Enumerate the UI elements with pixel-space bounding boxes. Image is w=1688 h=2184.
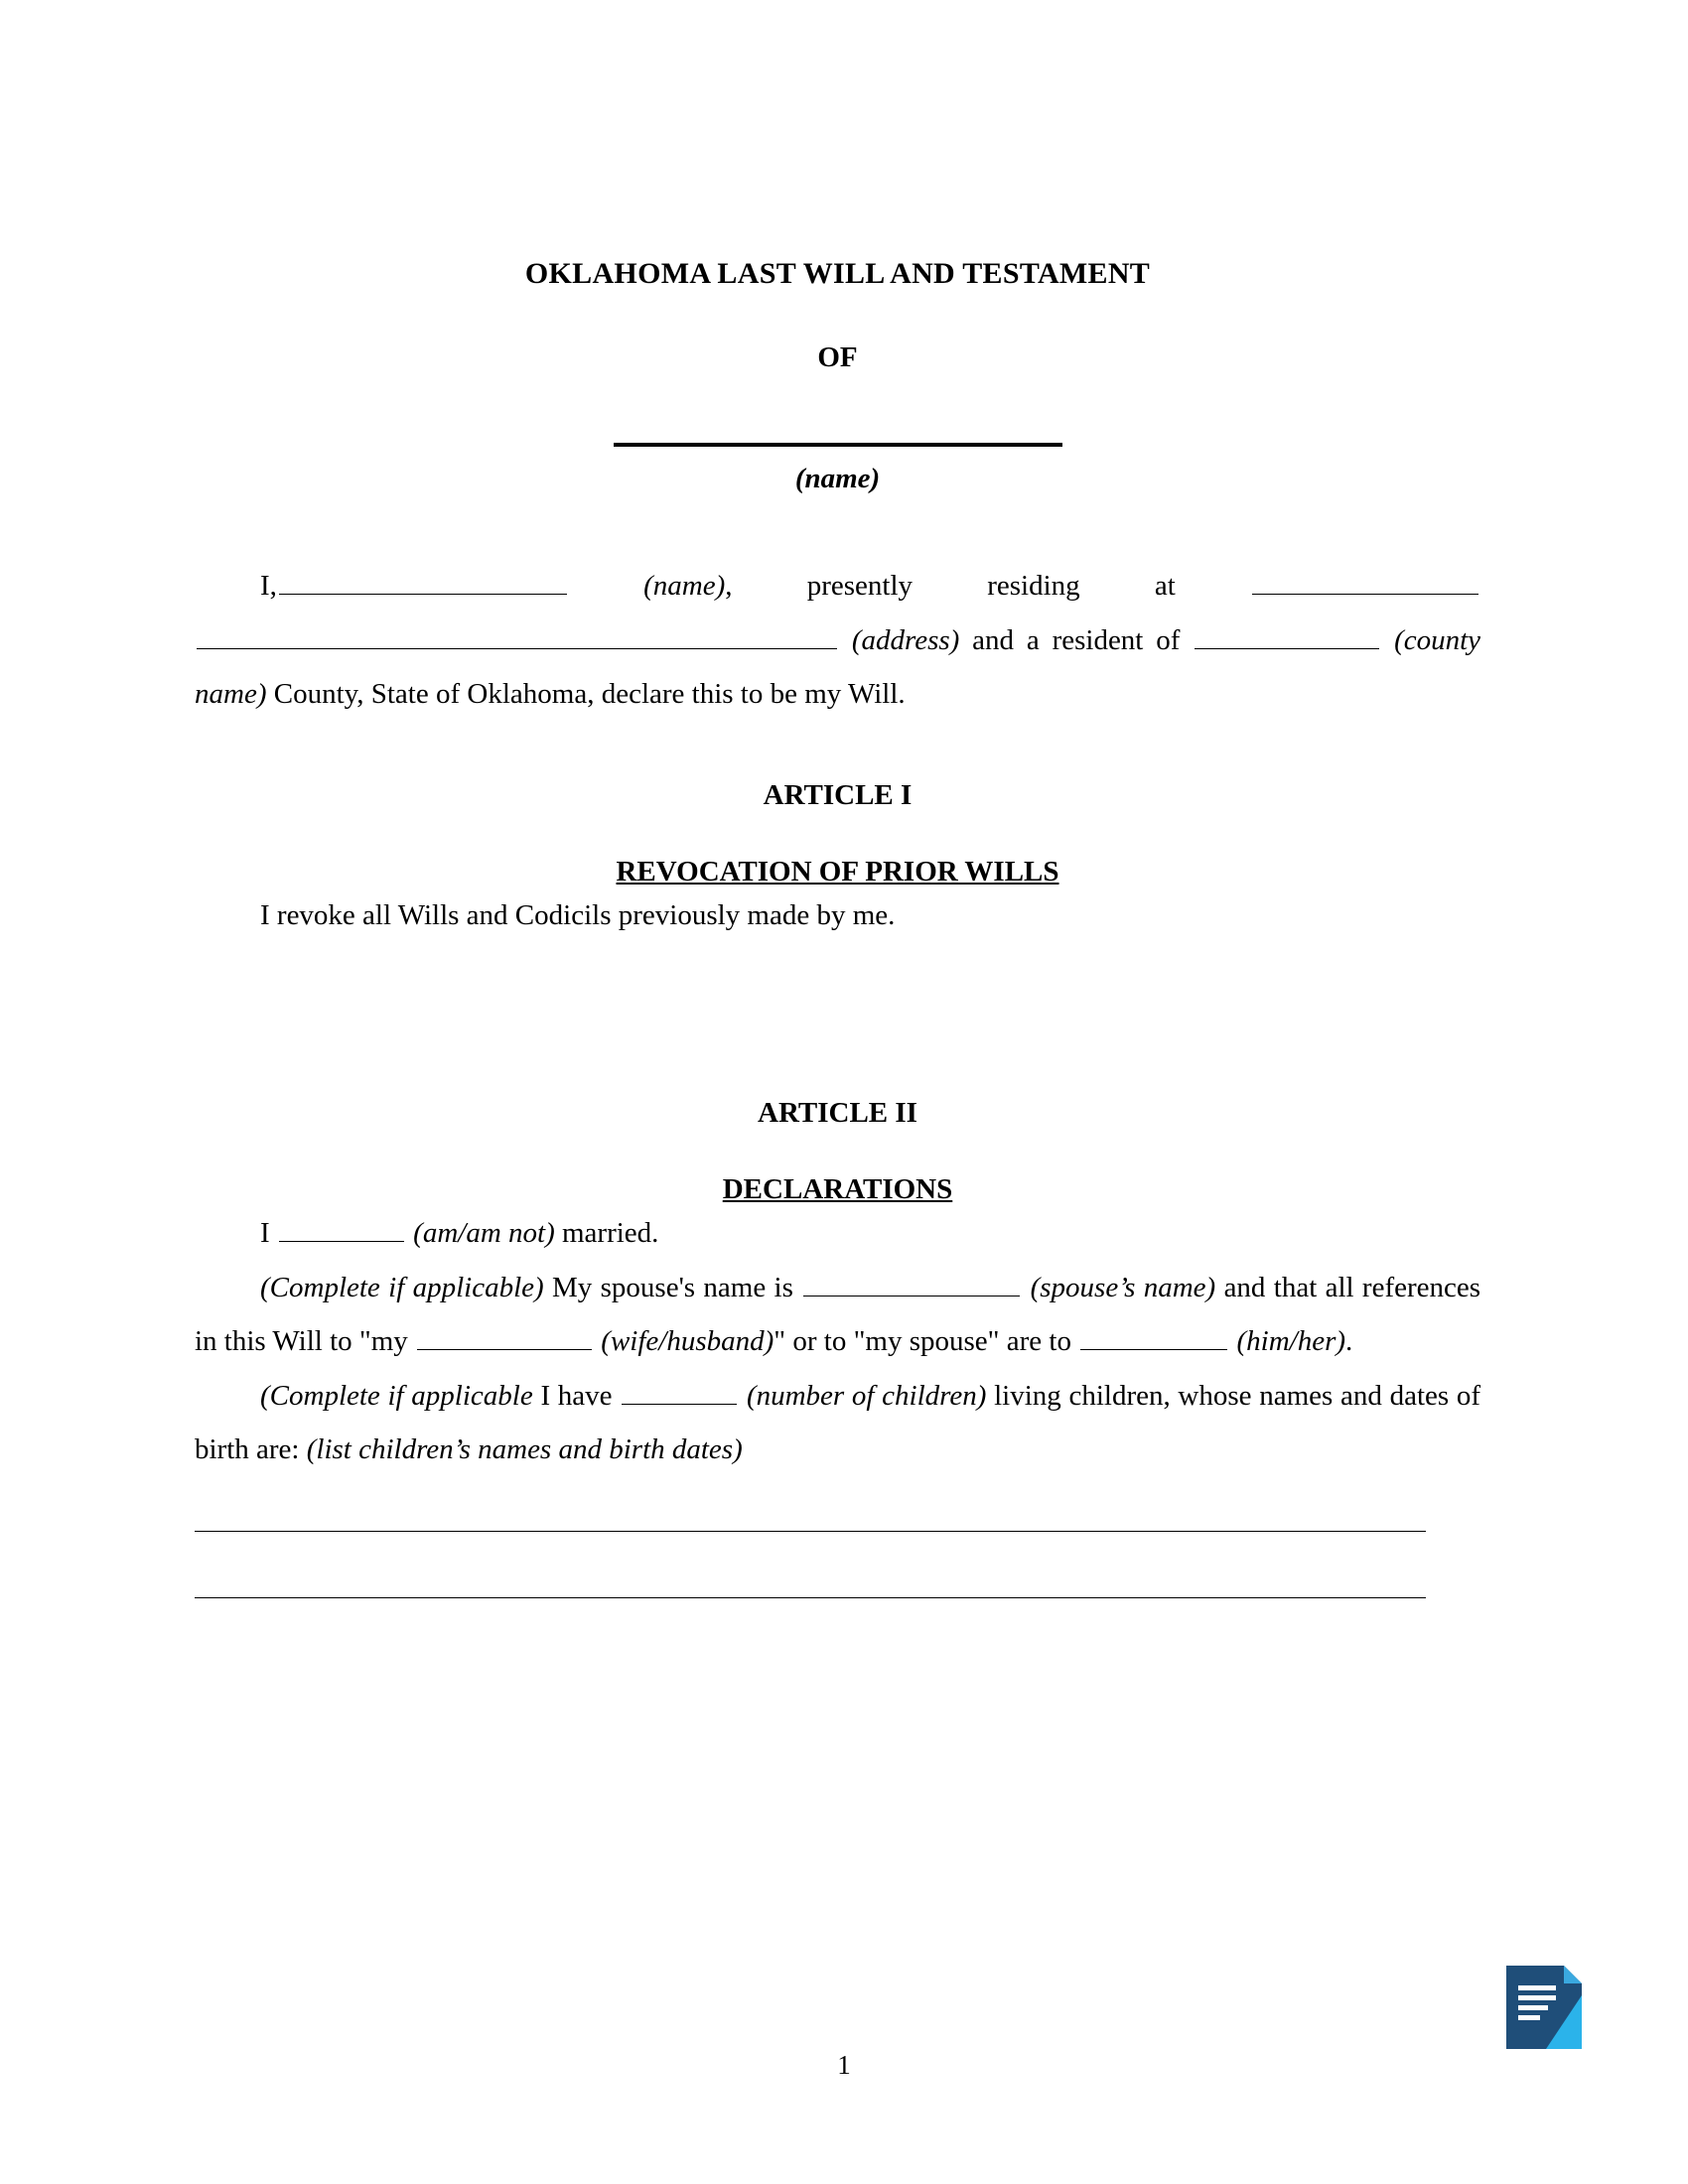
married-i-label: I (260, 1217, 270, 1250)
spouse-mid-text: and that all references in this Will to "my (195, 1271, 1481, 1358)
spouse-period: . (1345, 1325, 1353, 1358)
address-blank-2[interactable] (197, 621, 837, 649)
name-tag: (name) (643, 570, 726, 602)
my-spouse-text: "my spouse" are to (853, 1325, 1071, 1358)
wife-husband-blank[interactable] (417, 1322, 592, 1350)
children-number-blank[interactable] (622, 1377, 737, 1405)
opening-paragraph (195, 559, 1480, 722)
page-number: 1 (837, 2050, 851, 2080)
county-state-text: County, State of Oklahoma, declare this to be my Will. (273, 678, 906, 711)
county-blank[interactable] (1195, 621, 1379, 649)
article-2-subheading: DECLARATIONS (722, 1173, 953, 1206)
title-of-label: OF (817, 341, 858, 373)
children-lead: I have (540, 1379, 613, 1412)
married-paragraph (195, 1206, 1480, 1261)
children-line-blank-2[interactable] (195, 1597, 1426, 1598)
name-rule-wrap (195, 436, 1480, 454)
spouse-name-blank[interactable] (803, 1269, 1020, 1297)
wife-husband-tag: (wife/husband) (601, 1325, 774, 1358)
spouse-paragraph (195, 1261, 1480, 1369)
name-caption: (name) (794, 463, 881, 494)
quote-close-text: " or to (774, 1325, 847, 1358)
document-logo-icon (1502, 1962, 1586, 2053)
married-blank[interactable] (279, 1214, 404, 1242)
him-her-tag: (him/her) (1236, 1325, 1346, 1358)
him-her-blank[interactable] (1080, 1322, 1227, 1350)
children-mid-text: living children, whose names and dates of birth are: (195, 1379, 1481, 1466)
title-block (195, 256, 1480, 495)
section-spacer (195, 942, 1480, 1039)
residing-text: , presently residing at (725, 570, 1176, 602)
document-content (195, 0, 1480, 1598)
name-blank[interactable] (279, 567, 567, 595)
article-1-heading: ARTICLE I (763, 778, 913, 811)
spouse-complete-if: (Complete if applicable) (260, 1271, 544, 1303)
married-tail: married. (562, 1217, 659, 1250)
children-number-tag: (number of children) (746, 1379, 987, 1412)
opening-i-label: I, (260, 570, 277, 602)
name-signature-rule[interactable] (614, 443, 1062, 447)
page-title: OKLAHOMA LAST WILL AND TESTAMENT (524, 257, 1151, 290)
article-2-heading: ARTICLE II (758, 1097, 917, 1130)
spouse-lead: My spouse's name is (552, 1271, 793, 1303)
article-1-body: I revoke all Wills and Codicils previously made by me. (260, 898, 896, 931)
spouse-tag: (spouse’s name) (1030, 1271, 1216, 1303)
children-list-tag: (list children’s names and birth dates) (306, 1433, 743, 1466)
children-complete-if: (Complete if applicable (260, 1379, 533, 1412)
married-tag: (am/am not) (413, 1217, 555, 1250)
children-paragraph (195, 1369, 1480, 1477)
children-line-blank-1[interactable] (195, 1531, 1426, 1532)
address-tag: (address) (851, 623, 960, 656)
and-resident-text: and a resident (972, 623, 1144, 656)
of-label: of (1156, 623, 1181, 656)
article-1-subheading: REVOCATION OF PRIOR WILLS (616, 855, 1059, 887)
address-blank-1[interactable] (1252, 567, 1478, 595)
county-tag: (county name) (195, 623, 1481, 711)
